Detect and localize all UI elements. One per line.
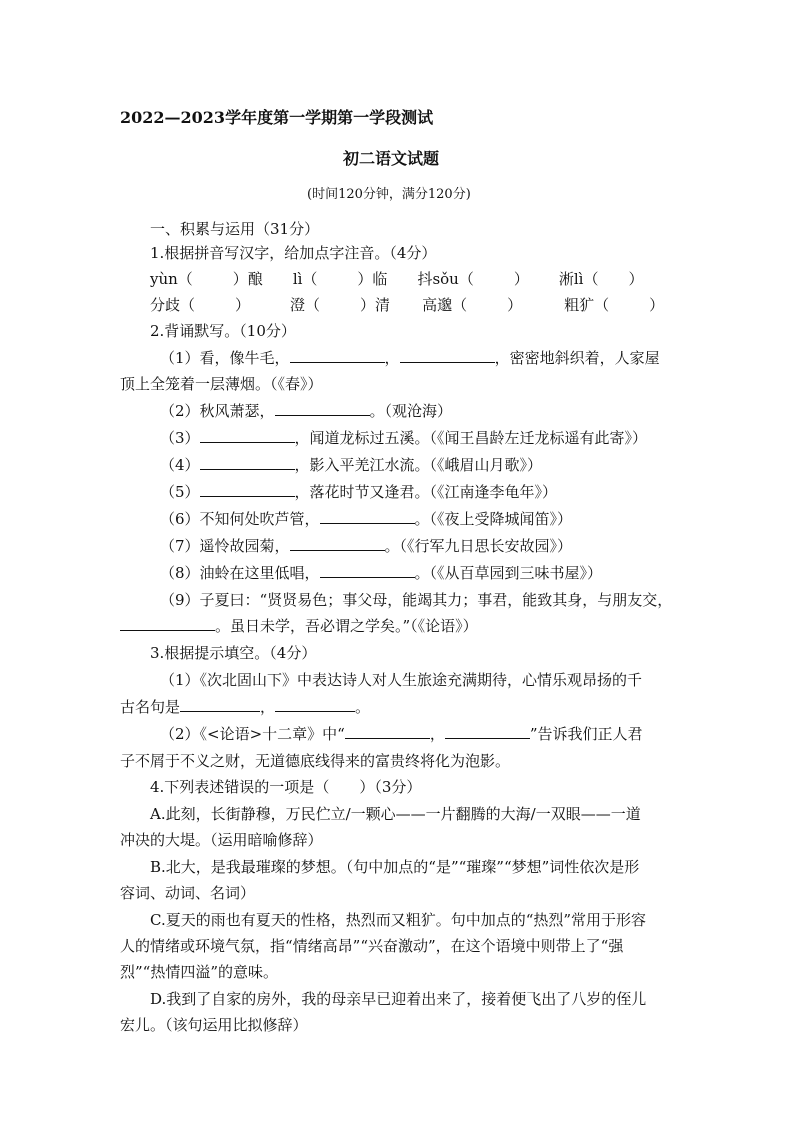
answer-blank[interactable] <box>290 536 385 551</box>
answer-blank[interactable] <box>290 348 385 363</box>
q3-stem: 3.根据提示填空。（4分） <box>150 644 317 662</box>
q2-item-1: （1）看，像牛毛， ， ，密密地斜织着，人家屋 <box>160 349 660 367</box>
q2-stem: 2.背诵默写。（10分） <box>150 322 296 340</box>
q1-stem: 1.根据拼音写汉字，给加点字注音。（4分） <box>150 244 437 262</box>
q2-item-7: （7）遥怜故园菊， 。（《行军九日思长安故园》） <box>160 537 573 555</box>
q2-item-3: （3） ，闻道龙标过五溪。（《闻王昌龄左迁龙标遥有此寄》） <box>160 429 648 447</box>
q2-item-9-cont: 。虽日未学，吾必谓之学矣。”（《论语》） <box>120 616 478 636</box>
answer-blank[interactable] <box>400 348 495 363</box>
q1-item: 分歧（ ） <box>150 296 251 314</box>
answer-blank[interactable] <box>345 724 430 739</box>
q2-item-8: （8）油蛉在这里低唱， 。（《从百草园到三味书屋》） <box>160 564 603 582</box>
q3-item-1-cont: 古名句是 ， 。 <box>120 698 371 716</box>
q1-pinyin-row-2 <box>150 295 664 315</box>
q3-item-2-cont: 子不屑于不义之财，无道德底线得来的富贵终将化为泡影。 <box>120 752 511 770</box>
q4-option-a-cont: 冲决的大堤。（运用暗喻修辞） <box>120 831 323 849</box>
q4-option-c-cont: 人的情绪或环境气氛，指“情绪高昂”“兴奋激动”，在这个语境中则带上了“强 <box>120 937 624 955</box>
q2-item-1-cont: 顶上全笼着一层薄烟。（《春》） <box>120 375 323 393</box>
q4-option-b: B.北大，是我最璀璨的梦想。（句中加点的“是”“璀璨”“梦想”词性依次是形 <box>150 858 640 876</box>
q2-item-5: （5） ，落花时节又逢君。（《江南逢李龟年》） <box>160 483 558 501</box>
q4-stem: 4.下列表述错误的一项是（ ）（3分） <box>150 778 422 796</box>
q2-item-9: （9）子夏曰：“贤贤易色；事父母，能竭其力；事君，能致其身，与朋友交， <box>160 591 673 609</box>
q1-item: 抖sǒu（ ） <box>417 270 529 288</box>
q4-option-c-cont: 烈”“热情四溢”的意味。 <box>120 963 279 981</box>
answer-blank[interactable] <box>445 724 530 739</box>
exam-subject: 初二语文试题 <box>343 149 440 168</box>
q2-item-2: （2）秋风萧瑟， 。（观沧海） <box>160 402 453 420</box>
answer-blank[interactable] <box>275 697 355 712</box>
q1-item: yùn（ ）酿 <box>150 270 263 288</box>
answer-blank[interactable] <box>200 482 295 497</box>
q4-option-d: D.我到了自家的房外，我的母亲早已迎着出来了，接着便飞出了八岁的侄儿 <box>150 990 647 1008</box>
answer-blank[interactable] <box>320 563 415 578</box>
q2-item-4: （4） ，影入平羌江水流。（《峨眉山月歌》） <box>160 456 543 474</box>
q1-item: 淅lì（ ） <box>558 270 644 288</box>
q1-item: lì（ ）临 <box>292 270 388 288</box>
q3-item-2: （2）《<论语>十二章》中“ ， ”告诉我们正人君 <box>160 725 643 743</box>
answer-blank[interactable] <box>180 697 260 712</box>
answer-blank[interactable] <box>200 455 295 470</box>
q4-option-b-cont: 容词、动词、名词） <box>120 884 256 902</box>
answer-blank[interactable] <box>200 428 295 443</box>
q4-option-a: A.此刻，长街静穆，万民伫立/一颗心——一片翻腾的大海/一双眼——一道 <box>150 805 641 823</box>
q2-item-6: （6）不知何处吹芦管， 。（《夜上受降城闻笛》） <box>160 510 573 528</box>
q1-item: 粗犷（ ） <box>564 296 665 314</box>
exam-title: 2022—2023学年度第一学期第一学段测试 <box>120 108 434 127</box>
q1-item: 高邈（ ） <box>422 296 523 314</box>
q4-option-d-cont: 宏儿。（该句运用比拟修辞） <box>120 1016 308 1034</box>
answer-blank[interactable] <box>320 509 415 524</box>
answer-blank[interactable] <box>120 616 215 631</box>
q1-item: 澄（ ）清 <box>290 296 391 314</box>
exam-time-note: (时间120分钟，满分120分) <box>307 187 471 202</box>
q4-option-c: C.夏天的雨也有夏天的性格，热烈而又粗犷。句中加点的“热烈”常用于形容 <box>150 911 647 929</box>
q3-item-1: （1）《次北固山下》中表达诗人对人生旅途充满期待，心情乐观昂扬的千 <box>160 671 643 689</box>
answer-blank[interactable] <box>275 401 370 416</box>
q1-pinyin-row-1 <box>150 269 643 289</box>
section-heading: 一、积累与运用（31分） <box>150 220 320 238</box>
